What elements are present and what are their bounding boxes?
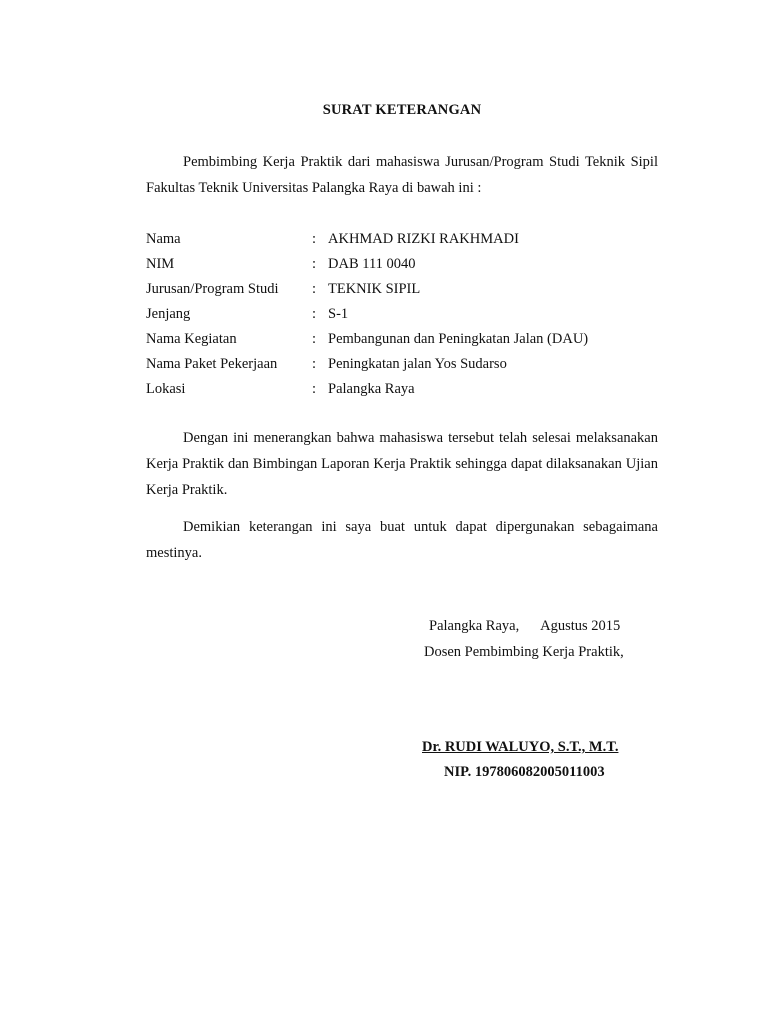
field-value: S-1	[328, 306, 349, 322]
signature-place-date: Palangka Raya, Agustus 2015	[429, 618, 621, 634]
field-colon: :	[312, 381, 317, 397]
field-row-nama-kegiatan	[146, 327, 666, 352]
field-label: Lokasi	[146, 381, 186, 397]
field-value: AKHMAD RIZKI RAKHMADI	[328, 231, 519, 247]
field-value: Palangka Raya	[328, 381, 415, 397]
field-label: Nama Kegiatan	[146, 331, 237, 347]
field-label: Nama Paket Pekerjaan	[146, 356, 278, 372]
field-label: NIM	[146, 256, 175, 272]
signatory-nip: NIP. 197806082005011003	[444, 764, 605, 780]
field-value: Peningkatan jalan Yos Sudarso	[328, 356, 507, 372]
closing-paragraph	[146, 514, 658, 566]
field-label: Jurusan/Program Studi	[146, 281, 279, 297]
closing-text: Demikian keterangan ini saya buat untuk dapat dipergunakan sebagaimana mestinya.	[146, 519, 658, 561]
field-value: Pembangunan dan Peningkatan Jalan (DAU)	[328, 331, 589, 347]
document-title: SURAT KETERANGAN	[322, 102, 482, 118]
field-label: Jenjang	[146, 306, 191, 322]
signature-role: Dosen Pembimbing Kerja Praktik,	[424, 644, 624, 660]
signatory-name: Dr. RUDI WALUYO, S.T., M.T.	[422, 739, 619, 755]
field-row-jenjang	[146, 302, 666, 327]
field-colon: :	[312, 331, 317, 347]
field-row-nim	[146, 252, 666, 277]
field-colon: :	[312, 231, 317, 247]
field-colon: :	[312, 356, 317, 372]
intro-text: Pembimbing Kerja Praktik dari mahasiswa Jurusan/Program Studi Teknik Sipil Fakultas Teknik Universitas Palangka Raya di bawah ini :	[146, 154, 658, 196]
field-colon: :	[312, 281, 317, 297]
field-colon: :	[312, 306, 317, 322]
field-colon: :	[312, 256, 317, 272]
field-row-jurusan	[146, 277, 666, 302]
field-label: Nama	[146, 231, 181, 247]
field-row-nama	[146, 227, 666, 252]
intro-paragraph	[146, 149, 658, 201]
field-row-lokasi	[146, 377, 666, 402]
field-value: TEKNIK SIPIL	[328, 281, 421, 297]
field-value: DAB 111 0040	[328, 256, 416, 272]
body-paragraph	[146, 425, 658, 503]
field-row-nama-paket	[146, 352, 666, 377]
student-info-table	[146, 227, 666, 402]
body-text: Dengan ini menerangkan bahwa mahasiswa tersebut telah selesai melaksanakan Kerja Praktik dan Bimbingan Laporan Kerja Praktik sehingga dapat dilaksanakan Ujian Kerja Praktik.	[146, 430, 658, 498]
